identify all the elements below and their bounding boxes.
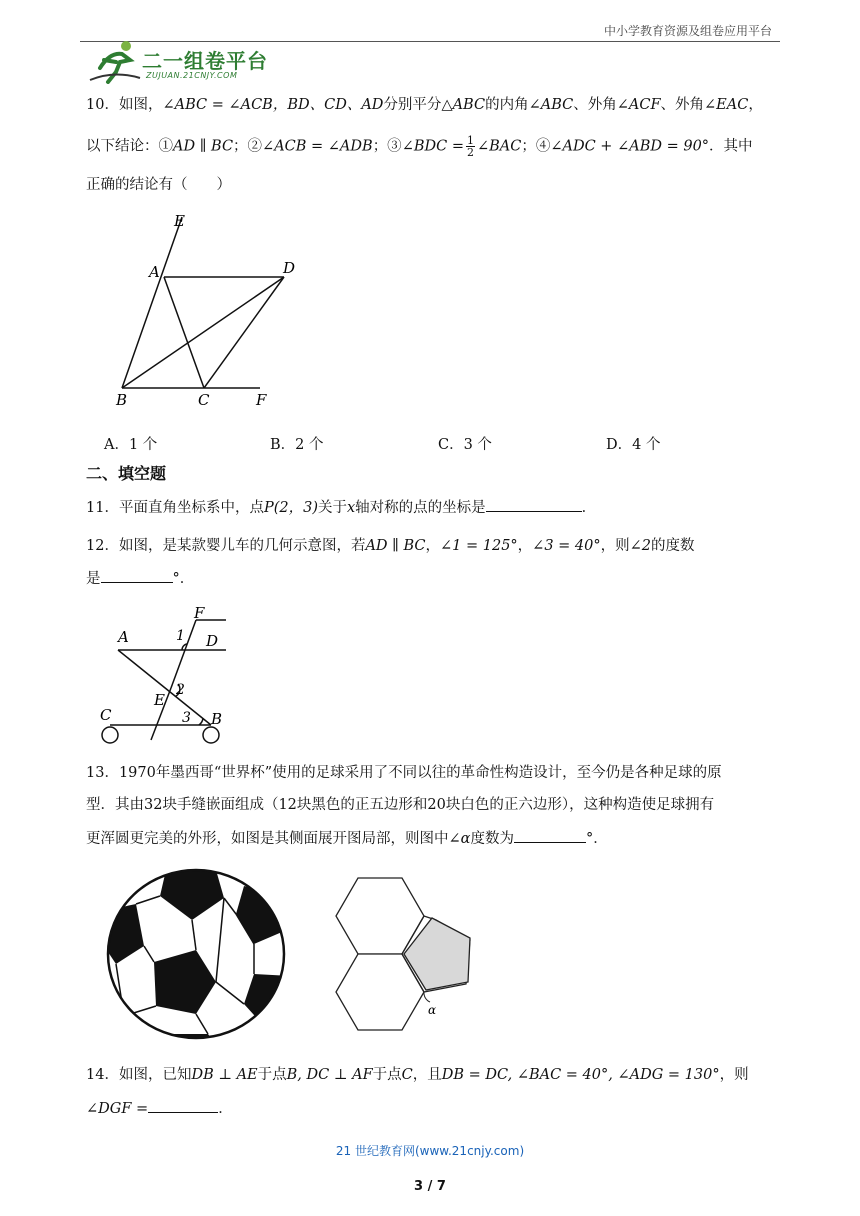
label-B: B <box>116 391 128 409</box>
q14-line2: ∠DGF = ． <box>86 1098 233 1119</box>
platform-name: 中小学教育资源及组卷应用平台 <box>603 24 772 38</box>
label-E: E <box>174 212 185 230</box>
logo-text: 二一组卷平台 <box>142 49 268 73</box>
q14-line1: 14．如图，已知DB ⊥ AE于点B, DC ⊥ AF于点C，且DB = DC, ∠BAC = 40°, ∠ADG = 130°，则 <box>86 1067 749 1083</box>
label-2: 2 <box>176 682 185 698</box>
runner-icon <box>86 38 142 84</box>
hexagon-pentagon-figure <box>330 872 480 1032</box>
option-a[interactable]: A．1 个 <box>104 437 158 453</box>
alpha-label: α <box>428 1003 437 1017</box>
option-b[interactable]: B．2 个 <box>270 437 324 453</box>
q12-line1: 12．如图，是某款婴儿车的几何示意图，若AD ∥ BC，∠1 = 125°，∠3 = 40°，则∠2的度数 <box>86 538 695 554</box>
q13-line1: 13．1970年墨西哥“世界杯”使用的足球采用了不同以往的革命性构造设计，至今仍是各种足球的原 <box>86 765 722 781</box>
answer-blank[interactable] <box>514 828 586 843</box>
label-C: C <box>198 391 210 409</box>
q10-line3: 正确的结论有（ ） <box>86 177 231 193</box>
q11-line: 11．平面直角坐标系中，点P(2，3)关于x轴对称的点的坐标是 ． <box>86 497 596 518</box>
label-E: E <box>154 691 165 709</box>
q10-line1: 10．如图，∠ABC = ∠ACB，BD、CD、AD分别平分△ABC的内角∠ABC、外角∠ACF、外角∠EAC， <box>86 97 763 113</box>
option-c[interactable]: C．3 个 <box>438 437 492 453</box>
label-A: A <box>149 263 160 281</box>
label-F: F <box>256 391 267 409</box>
q10-options <box>0 433 860 453</box>
q10-figure <box>100 205 310 415</box>
label-F: F <box>194 604 205 622</box>
label-B: B <box>211 710 223 728</box>
q13-line3: 更浑圆更完美的外形，如图是其侧面展开图局部，则图中∠α度数为 °． <box>86 828 608 849</box>
answer-blank[interactable] <box>486 497 582 512</box>
q13-line2: 型．其由32块手缝嵌面组成（12块黑色的正五边形和20块白色的正六边形），这种构造使足球拥有 <box>86 797 715 813</box>
q12-stroller-figure <box>96 600 246 750</box>
answer-blank[interactable] <box>101 568 173 583</box>
answer-blank[interactable] <box>148 1098 218 1113</box>
logo <box>86 38 286 84</box>
page-number: 3 / 7 <box>414 1179 446 1194</box>
label-C: C <box>100 706 112 724</box>
label-A: A <box>118 628 129 646</box>
section-title: 二、填空题 <box>86 464 167 483</box>
q12-line2: 是 °． <box>86 568 194 589</box>
soccer-ball-figure <box>104 866 290 1042</box>
label-D: D <box>206 632 219 650</box>
label-3: 3 <box>182 710 191 726</box>
fraction-one-half: $\frac{1}{2}$ <box>466 134 474 159</box>
option-d[interactable]: D．4 个 <box>606 437 661 453</box>
label-D: D <box>283 259 296 277</box>
footer-link[interactable]: 21 世纪教育网(www.21cnjy.com) <box>335 1144 525 1158</box>
logo-subtext: ZUJUAN.21CNJY.COM <box>146 71 238 80</box>
q10-line2: 以下结论：①AD ∥ BC；②∠ACB = ∠ADB；③∠BDC = $\frac{1}{2}$ ∠BAC；④∠ADC + ∠ABD = 90°．其中 <box>86 134 753 159</box>
label-1: 1 <box>176 628 185 644</box>
